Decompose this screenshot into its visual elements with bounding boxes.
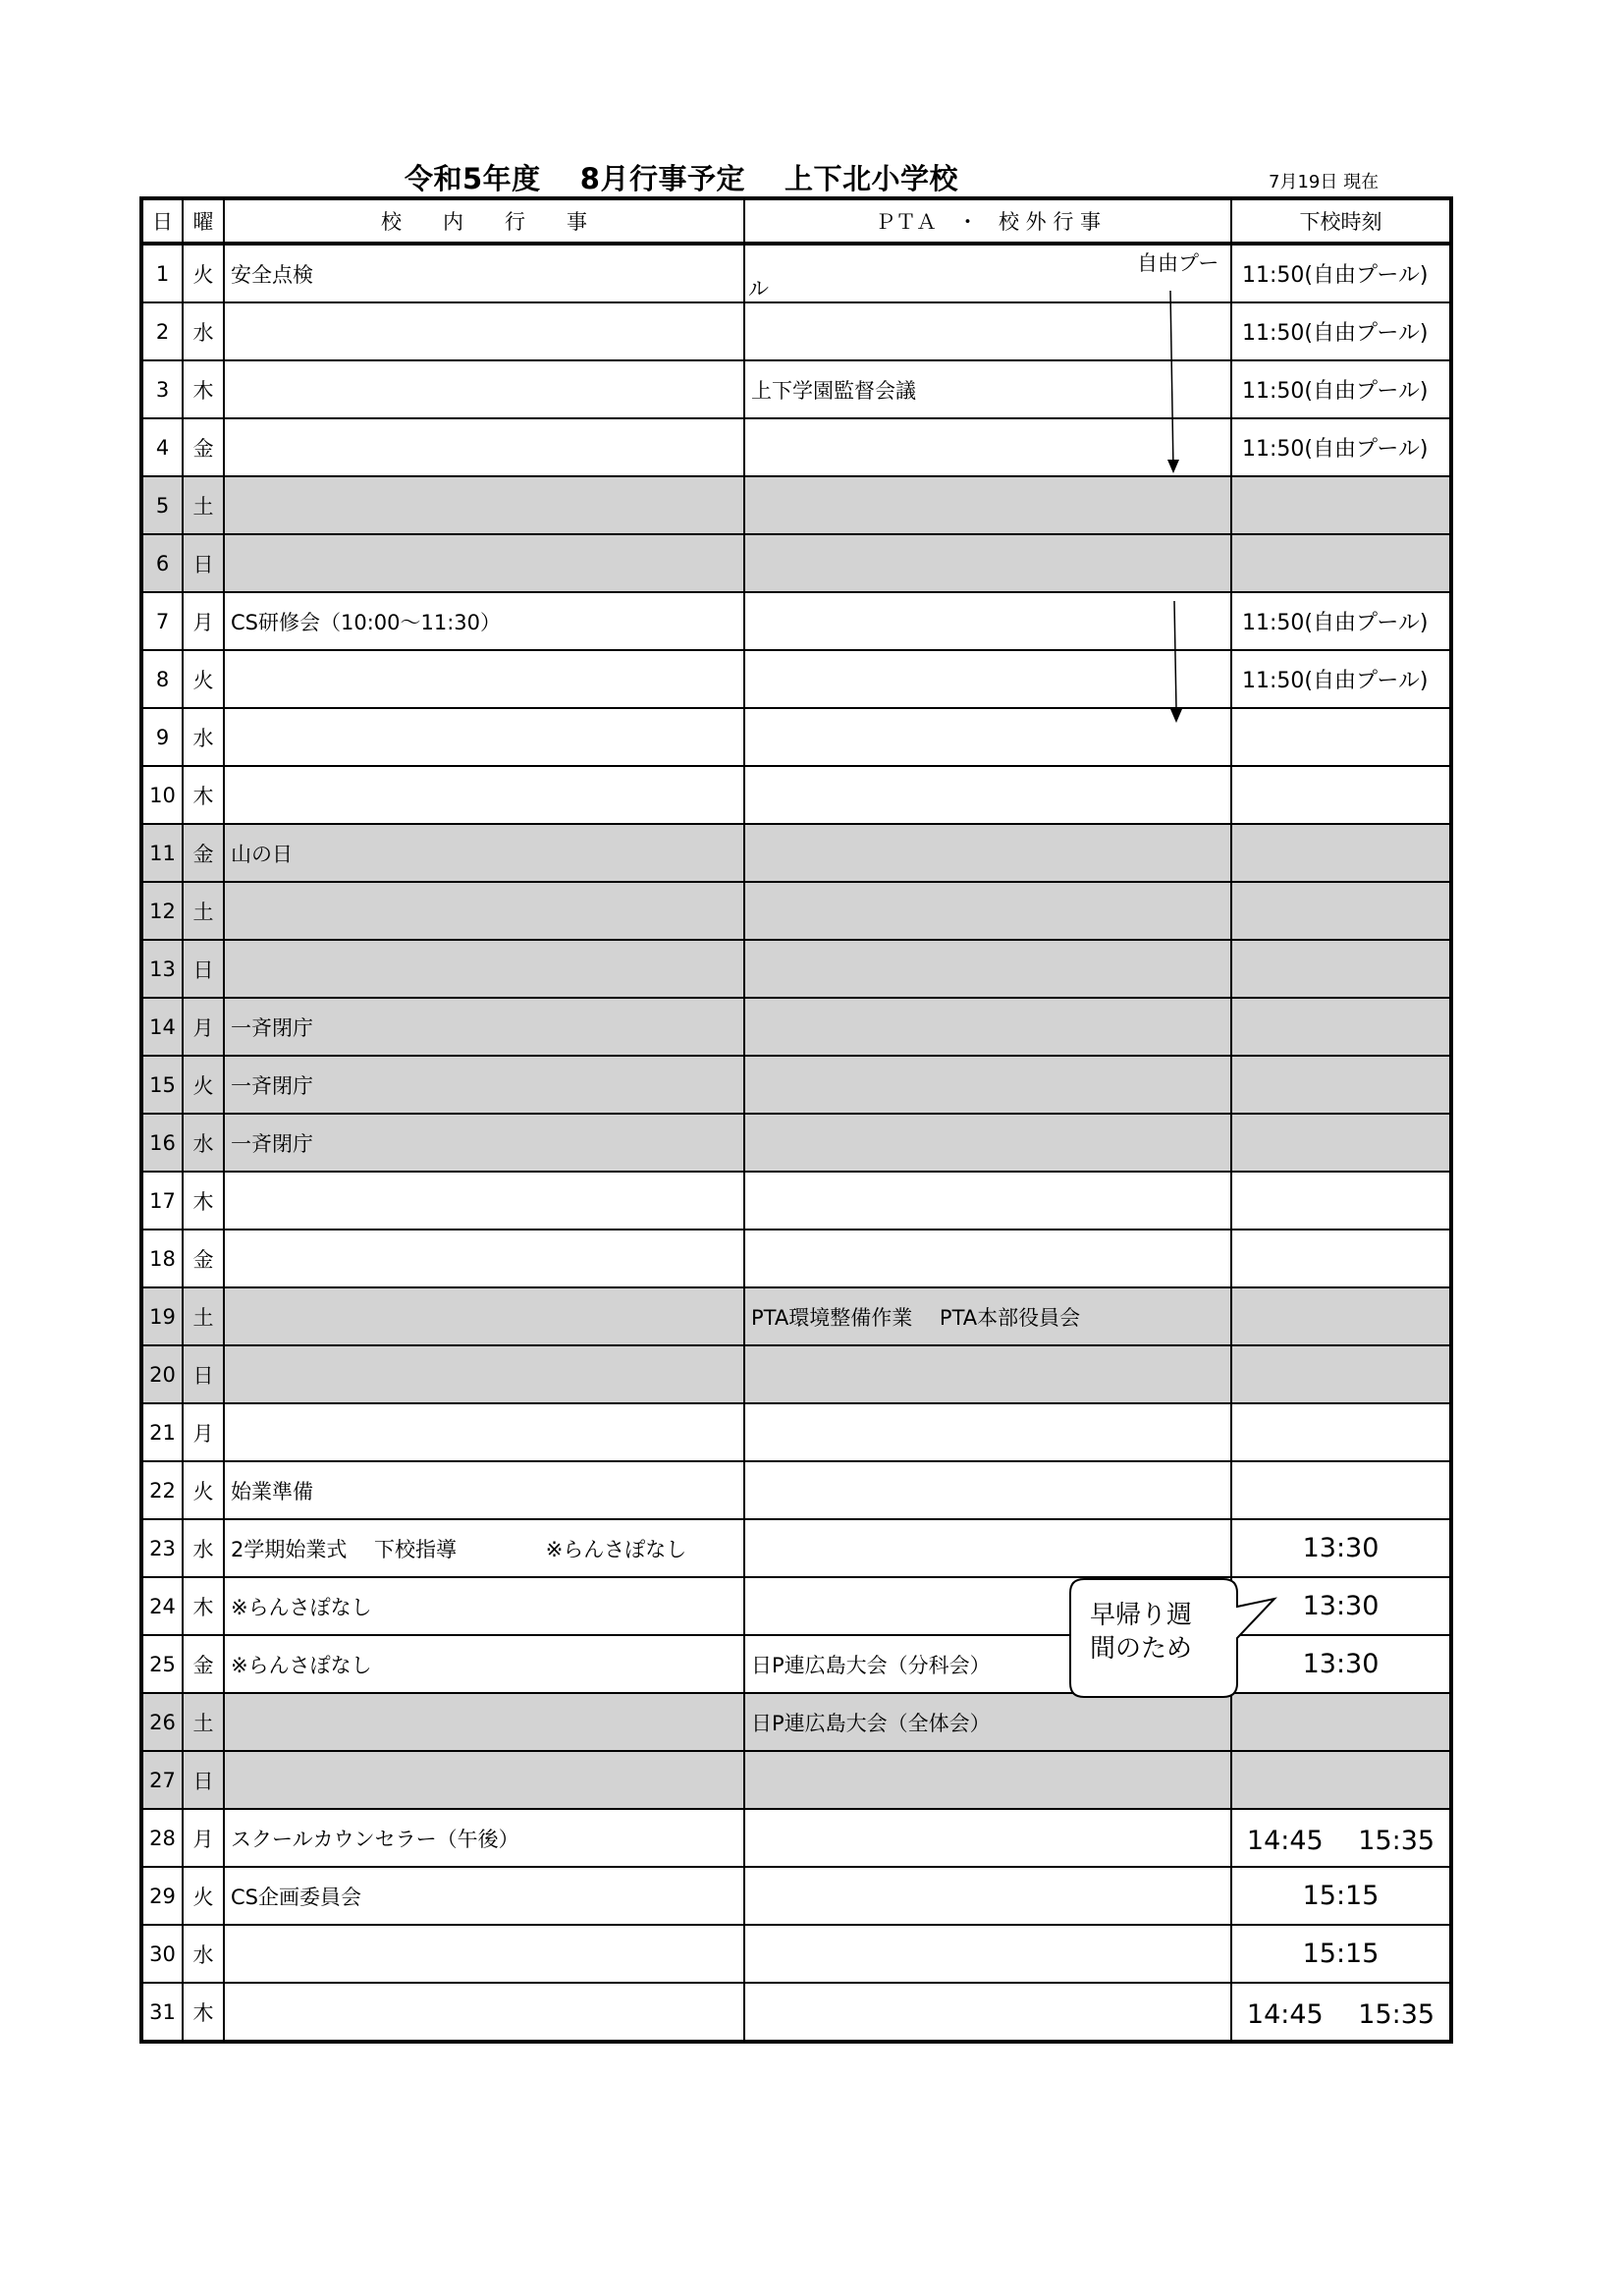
- day-cell: 20: [141, 1345, 183, 1403]
- weekday-cell: 水: [183, 302, 224, 360]
- pool-arrow-1: [1170, 291, 1173, 469]
- weekday-cell: 金: [183, 1635, 224, 1693]
- dismissal-time-cell: 11:50(自由プール): [1231, 360, 1451, 418]
- day-cell: 6: [141, 534, 183, 592]
- dismissal-time-cell: 15:15: [1231, 1867, 1451, 1925]
- day-cell: 10: [141, 766, 183, 824]
- day-cell: 15: [141, 1056, 183, 1114]
- day-cell: 14: [141, 998, 183, 1056]
- day-cell: 7: [141, 592, 183, 650]
- pta-event-cell: PTA環境整備作業 PTA本部役員会: [744, 1287, 1231, 1345]
- day-cell: 28: [141, 1809, 183, 1867]
- callout-line-1: 早帰り週: [1090, 1601, 1193, 1630]
- weekday-cell: 土: [183, 1693, 224, 1751]
- dismissal-time-cell: 13:30: [1231, 1519, 1451, 1577]
- weekday-cell: 月: [183, 1403, 224, 1461]
- school-event-cell: 一斉閉庁: [224, 998, 744, 1056]
- dismissal-time-cell: 11:50(自由プール): [1231, 418, 1451, 476]
- weekday-cell: 日: [183, 1345, 224, 1403]
- day-cell: 1: [141, 244, 183, 302]
- day-cell: 13: [141, 940, 183, 998]
- dismissal-time-cell: 11:50(自由プール): [1231, 302, 1451, 360]
- weekday-cell: 火: [183, 650, 224, 708]
- weekday-cell: 土: [183, 882, 224, 940]
- pool-annotation-top: 自由プー: [1137, 251, 1219, 275]
- weekday-cell: 木: [183, 1983, 224, 2042]
- weekday-cell: 水: [183, 1114, 224, 1172]
- day-cell: 22: [141, 1461, 183, 1519]
- weekday-cell: 月: [183, 592, 224, 650]
- pool-arrow-2-head: [1170, 709, 1182, 723]
- weekday-cell: 日: [183, 1751, 224, 1809]
- school-event-cell: CS研修会（10:00〜11:30）: [224, 592, 744, 650]
- pool-arrow-1-head: [1167, 460, 1179, 473]
- dismissal-time-cell: 11:50(自由プール): [1231, 244, 1451, 302]
- weekday-cell: 金: [183, 1230, 224, 1287]
- day-cell: 27: [141, 1751, 183, 1809]
- school-event-cell: ※らんさぽなし: [224, 1577, 744, 1635]
- col-header-school-events: 校 内 行 事: [224, 198, 744, 244]
- pta-event-cell: 日P連広島大会（分科会）: [744, 1635, 1231, 1693]
- weekday-cell: 木: [183, 360, 224, 418]
- weekday-cell: 水: [183, 708, 224, 766]
- dismissal-time-cell: 15:15: [1231, 1925, 1451, 1983]
- col-header-pta-events: ＰＴＡ ・ 校 外 行 事: [744, 198, 1231, 244]
- weekday-cell: 日: [183, 940, 224, 998]
- weekday-cell: 火: [183, 1461, 224, 1519]
- weekday-cell: 月: [183, 998, 224, 1056]
- day-cell: 12: [141, 882, 183, 940]
- col-header-dismissal: 下校時刻: [1231, 198, 1451, 244]
- day-cell: 19: [141, 1287, 183, 1345]
- day-cell: 8: [141, 650, 183, 708]
- day-cell: 11: [141, 824, 183, 882]
- school-event-cell: 始業準備: [224, 1461, 744, 1519]
- school-event-cell: スクールカウンセラー（午後）: [224, 1809, 744, 1867]
- day-cell: 16: [141, 1114, 183, 1172]
- school-event-cell: 山の日: [224, 824, 744, 882]
- col-header-dow: 曜: [183, 198, 224, 244]
- callout-text: [1090, 1599, 1227, 1666]
- day-cell: 26: [141, 1693, 183, 1751]
- school-event-cell: 安全点検: [224, 244, 744, 302]
- day-cell: 29: [141, 1867, 183, 1925]
- day-cell: 23: [141, 1519, 183, 1577]
- day-cell: 9: [141, 708, 183, 766]
- day-cell: 30: [141, 1925, 183, 1983]
- day-cell: 17: [141, 1172, 183, 1230]
- page-title: 令和5年度 8月行事予定 上下北小学校: [405, 162, 959, 195]
- day-cell: 3: [141, 360, 183, 418]
- pta-event-cell: 日P連広島大会（全体会）: [744, 1693, 1231, 1751]
- day-cell: 4: [141, 418, 183, 476]
- dismissal-time-cell: 13:30: [1231, 1577, 1451, 1635]
- weekday-cell: 水: [183, 1519, 224, 1577]
- weekday-cell: 金: [183, 824, 224, 882]
- school-event-cell: 2学期始業式 下校指導 ※らんさぽなし: [224, 1519, 744, 1577]
- day-cell: 25: [141, 1635, 183, 1693]
- day-cell: 24: [141, 1577, 183, 1635]
- weekday-cell: 日: [183, 534, 224, 592]
- weekday-cell: 土: [183, 476, 224, 534]
- weekday-cell: 木: [183, 766, 224, 824]
- pta-event-cell: 上下学園監督会議: [744, 360, 1231, 418]
- weekday-cell: 木: [183, 1172, 224, 1230]
- day-cell: 5: [141, 476, 183, 534]
- dismissal-time-cell: 14:45 15:35: [1231, 1983, 1451, 2042]
- day-cell: 2: [141, 302, 183, 360]
- day-cell: 31: [141, 1983, 183, 2042]
- dismissal-time-cell: 13:30: [1231, 1635, 1451, 1693]
- weekday-cell: 金: [183, 418, 224, 476]
- school-event-cell: 一斉閉庁: [224, 1114, 744, 1172]
- col-header-day: 日: [141, 198, 183, 244]
- callout-line-2: 間のため: [1090, 1634, 1193, 1664]
- dismissal-time-cell: 14:45 15:35: [1231, 1809, 1451, 1867]
- weekday-cell: 木: [183, 1577, 224, 1635]
- day-cell: 18: [141, 1230, 183, 1287]
- weekday-cell: 土: [183, 1287, 224, 1345]
- dismissal-time-cell: 11:50(自由プール): [1231, 592, 1451, 650]
- pool-annotation-bottom: ル: [748, 277, 769, 301]
- pool-arrow-2: [1174, 601, 1176, 709]
- dismissal-time-cell: 11:50(自由プール): [1231, 650, 1451, 708]
- weekday-cell: 火: [183, 244, 224, 302]
- school-event-cell: 一斉閉庁: [224, 1056, 744, 1114]
- as-of-date: 7月19日 現在: [1269, 172, 1380, 192]
- weekday-cell: 火: [183, 1056, 224, 1114]
- school-event-cell: CS企画委員会: [224, 1867, 744, 1925]
- day-cell: 21: [141, 1403, 183, 1461]
- weekday-cell: 水: [183, 1925, 224, 1983]
- weekday-cell: 月: [183, 1809, 224, 1867]
- school-event-cell: ※らんさぽなし: [224, 1635, 744, 1693]
- weekday-cell: 火: [183, 1867, 224, 1925]
